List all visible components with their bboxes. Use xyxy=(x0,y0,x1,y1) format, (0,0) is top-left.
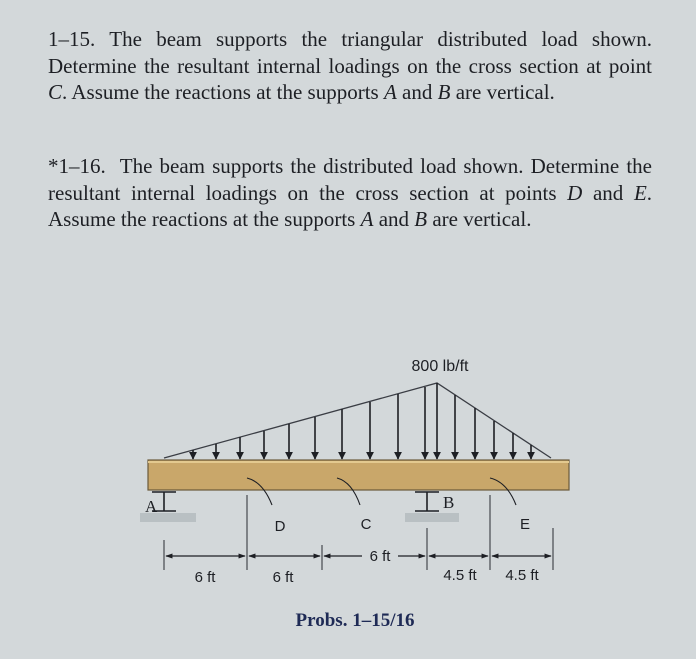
label-d: D xyxy=(274,518,286,535)
point-c-ref: C xyxy=(48,80,63,104)
problem-number: *1–16. xyxy=(48,154,106,178)
dimension-label-6ft: 6 ft xyxy=(194,569,216,586)
problem-text: . Assume the reactions at the supports xyxy=(48,180,653,231)
dimension-extension-lines xyxy=(164,495,553,570)
dimension-label-4-5ft: 4.5 ft xyxy=(505,567,539,584)
support-a-ref: A xyxy=(383,80,397,104)
problem-text: and xyxy=(582,180,634,205)
problem-text: are vertical. xyxy=(450,80,555,104)
support-a-ref: A xyxy=(360,207,374,231)
problem-text: . Assume the reactions at the supports xyxy=(62,80,384,104)
support-b xyxy=(415,492,439,511)
dimension-label-6ft: 6 ft xyxy=(369,548,391,565)
point-d-ref: D xyxy=(567,180,583,205)
problem-text: The beam supports the triangular distributed load shown. Determine the resultant internal loadings on the cross section at point xyxy=(48,27,652,78)
dimension-label-6ft: 6 ft xyxy=(272,569,294,586)
support-b-ref: B xyxy=(437,80,451,104)
point-e-ref: E xyxy=(633,180,647,205)
distributed-load-arrows xyxy=(193,383,531,459)
beam xyxy=(148,460,569,490)
label-e: E xyxy=(519,516,531,533)
support-b-ref: B xyxy=(414,207,428,231)
ground-hatch-b xyxy=(405,513,459,522)
load-intensity-label: 800 lb/ft xyxy=(411,358,469,375)
dimension-label-4-5ft: 4.5 ft xyxy=(443,567,477,584)
problem-text: are vertical. xyxy=(427,207,532,231)
figure-caption: Probs. 1–15/16 xyxy=(295,610,415,631)
problem-number: 1–15. xyxy=(48,27,96,51)
label-a: A xyxy=(145,497,158,516)
problem-text: and xyxy=(373,207,415,231)
label-c: C xyxy=(360,516,372,533)
problem-text: and xyxy=(396,80,438,104)
load-distribution-outline xyxy=(164,383,551,458)
label-b: B xyxy=(443,493,455,512)
problem-text: The beam supports the distributed load shown. Determine the resultant internal loadings on the cross section at points xyxy=(48,154,652,205)
